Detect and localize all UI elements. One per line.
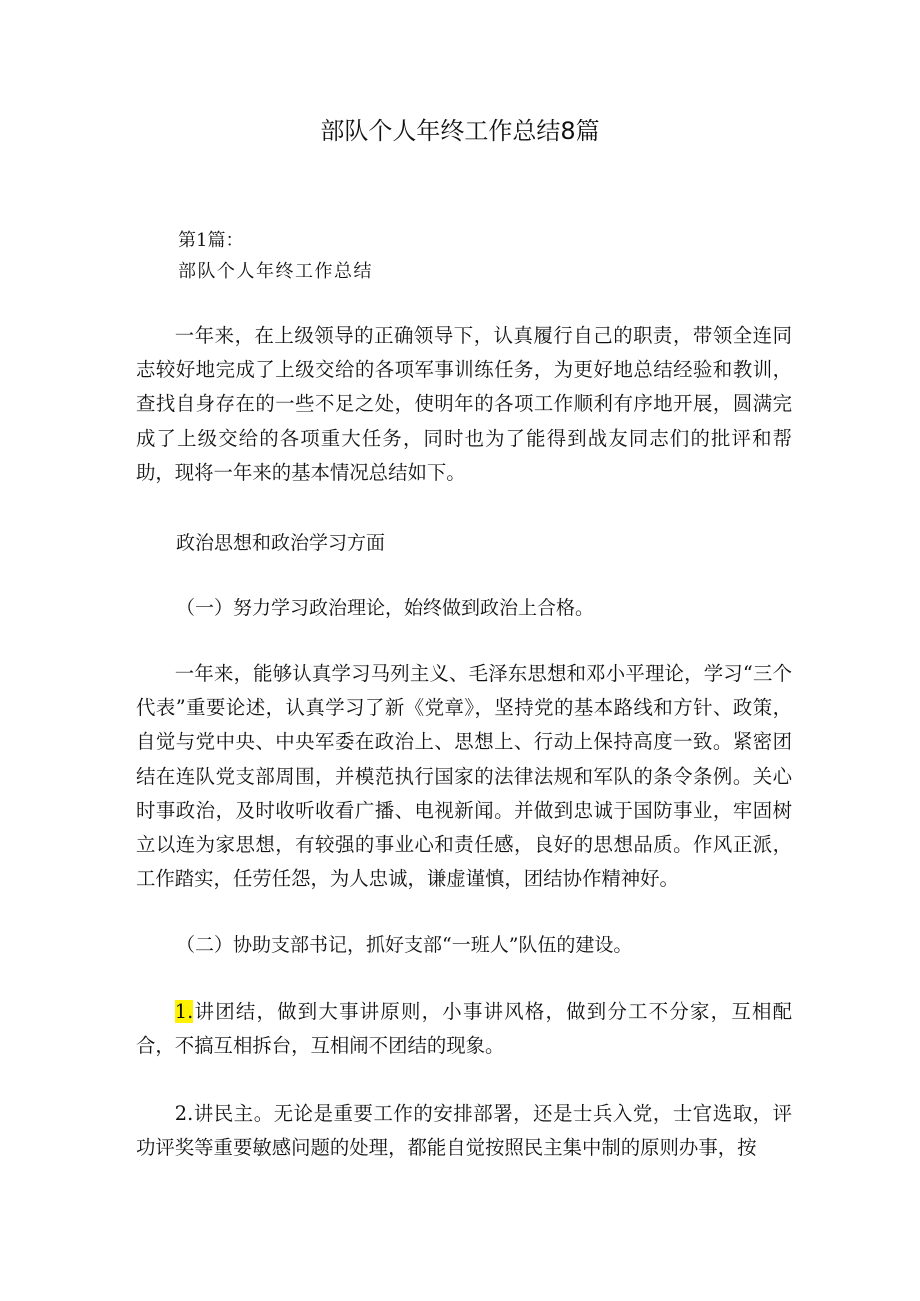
- subsection-heading-2: （二）协助支部书记，抓好支部“一班人”队伍的建设。: [176, 934, 633, 956]
- article-number: 第1篇：: [178, 230, 244, 251]
- intro-paragraph: 一年来，在上级领导的正确领导下，认真履行自己的职责，带领全连同志较好地完成了上级交给的各项军事训练任务，为更好地总结经验和教训，查找自身存在的一些不足之处，使明年的各项工作顺利有序地开展，圆满完成了上级交给的各项重大任务，同时也为了能得到战友同志们的批评和帮助，现将一年来的基本情况总结如下。: [136, 324, 792, 484]
- list-item-1-text: 讲团结，做到大事讲原则，小事讲风格，做到分工不分家，互相配合，不搞互相拆台，互相闹不团结的现象。: [136, 1000, 792, 1058]
- body-paragraph-1: 一年来，能够认真学习马列主义、毛泽东思想和邓小平理论，学习“三个代表”重要论述，认真学习了新《党章》，坚持党的基本路线和方针、政策，自觉与党中央、中央军委在政治上、思想上、行动上保持高度一致。紧密团结在连队党支部周围，并模范执行国家的法律法规和军队的条令条例。关心时事政治，及时收听收看广播、电视新闻。并做到忠诚于国防事业，牢固树立以连为家思想，有较强的事业心和责任感，良好的思想品质。作风正派，工作踏实，任劳任怨，为人忠诚，谦虚谨慎，团结协作精神好。: [136, 662, 792, 891]
- highlighted-item-number: 1.: [174, 1000, 194, 1023]
- article-title: 部队个人年终工作总结: [178, 261, 373, 282]
- list-item-1: [136, 995, 792, 1063]
- section-heading-politics: 政治思想和政治学习方面: [176, 532, 386, 554]
- document-title: 部队个人年终工作总结8篇: [320, 117, 600, 145]
- subsection-heading-1: （一）努力学习政治理论，始终做到政治上合格。: [176, 597, 595, 619]
- list-item-2: 2.讲民主。无论是重要工作的安排部署，还是士兵入党，士官选取，评功评奖等重要敏感问题的处理，都能自觉按照民主集中制的原则办事，按: [136, 1102, 792, 1160]
